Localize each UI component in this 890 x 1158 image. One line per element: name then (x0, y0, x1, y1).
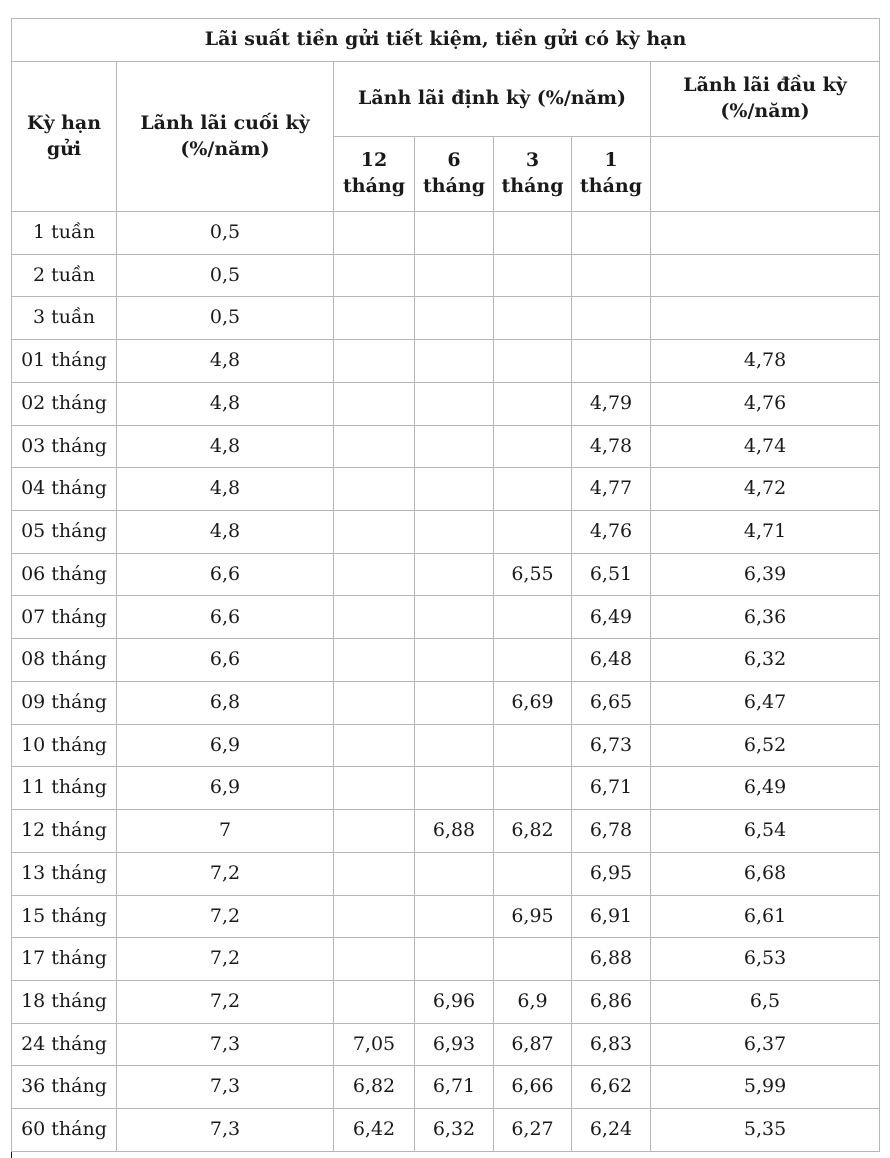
cell-periodic-3m: 6,87 (494, 1023, 572, 1066)
table-row (12, 810, 880, 853)
header-sub-num: 1 (604, 149, 618, 172)
cell-periodic-1m: 4,79 (572, 382, 651, 425)
cell-periodic-6m (415, 340, 494, 383)
cell-end-of-term: 4,8 (117, 382, 334, 425)
table-body (12, 212, 880, 1152)
cell-periodic-1m: 6,49 (572, 596, 651, 639)
cell-end-of-term: 7,2 (117, 980, 334, 1023)
cell-periodic-3m (494, 382, 572, 425)
cell-beginning-of-term: 6,54 (651, 810, 880, 853)
cell-periodic-12m: 6,42 (334, 1109, 415, 1152)
table-row (12, 1109, 880, 1152)
cell-periodic-1m: 4,78 (572, 425, 651, 468)
header-sub-num: 6 (447, 149, 461, 172)
cell-end-of-term: 4,8 (117, 468, 334, 511)
cell-periodic-12m (334, 511, 415, 554)
table-row (12, 639, 880, 682)
cell-term: 05 tháng (12, 511, 117, 554)
cell-beginning-of-term: 6,52 (651, 724, 880, 767)
cell-periodic-6m (415, 468, 494, 511)
cell-periodic-12m (334, 895, 415, 938)
cell-term: 17 tháng (12, 938, 117, 981)
cell-term: 01 tháng (12, 340, 117, 383)
cell-term: 06 tháng (12, 553, 117, 596)
cell-beginning-of-term: 6,37 (651, 1023, 880, 1066)
cell-term: 11 tháng (12, 767, 117, 810)
cell-periodic-12m (334, 596, 415, 639)
cell-periodic-6m (415, 767, 494, 810)
cell-periodic-12m (334, 980, 415, 1023)
cell-term: 15 tháng (12, 895, 117, 938)
cell-beginning-of-term: 6,53 (651, 938, 880, 981)
cell-periodic-12m (334, 297, 415, 340)
cell-periodic-12m (334, 340, 415, 383)
cell-periodic-1m: 6,65 (572, 681, 651, 724)
table-row (12, 681, 880, 724)
cell-beginning-of-term (651, 297, 880, 340)
header-term-line1: Kỳ hạn (26, 111, 102, 134)
cell-end-of-term: 7,3 (117, 1109, 334, 1152)
cell-term: 02 tháng (12, 382, 117, 425)
header-begin-empty (651, 137, 880, 212)
trailing-mark (11, 1152, 12, 1158)
table-row (12, 938, 880, 981)
cell-periodic-3m (494, 724, 572, 767)
cell-end-of-term: 6,6 (117, 553, 334, 596)
cell-periodic-1m: 6,88 (572, 938, 651, 981)
cell-periodic-6m (415, 511, 494, 554)
cell-periodic-12m (334, 852, 415, 895)
cell-end-of-term: 6,9 (117, 724, 334, 767)
cell-end-of-term: 0,5 (117, 254, 334, 297)
cell-beginning-of-term: 5,99 (651, 1066, 880, 1109)
cell-term: 13 tháng (12, 852, 117, 895)
header-sub-unit: tháng (501, 175, 564, 197)
cell-end-of-term: 4,8 (117, 340, 334, 383)
cell-periodic-12m (334, 212, 415, 255)
interest-rate-table (11, 18, 880, 1152)
header-term (12, 62, 117, 212)
table-row (12, 895, 880, 938)
cell-end-of-term: 7,2 (117, 852, 334, 895)
header-sub-num: 12 (360, 149, 388, 172)
table-row (12, 1066, 880, 1109)
table-row (12, 980, 880, 1023)
cell-periodic-12m: 7,05 (334, 1023, 415, 1066)
header-end-of-term (117, 62, 334, 212)
cell-periodic-1m (572, 254, 651, 297)
cell-periodic-1m: 6,62 (572, 1066, 651, 1109)
table-row (12, 340, 880, 383)
cell-beginning-of-term: 4,72 (651, 468, 880, 511)
cell-periodic-1m: 6,51 (572, 553, 651, 596)
cell-beginning-of-term: 4,78 (651, 340, 880, 383)
cell-periodic-12m (334, 468, 415, 511)
cell-beginning-of-term: 4,76 (651, 382, 880, 425)
cell-periodic-12m (334, 382, 415, 425)
cell-periodic-1m (572, 212, 651, 255)
cell-periodic-1m: 6,86 (572, 980, 651, 1023)
cell-periodic-6m: 6,71 (415, 1066, 494, 1109)
cell-periodic-3m (494, 212, 572, 255)
header-sub-unit: tháng (422, 175, 485, 197)
cell-end-of-term: 0,5 (117, 297, 334, 340)
table-row (12, 468, 880, 511)
table-row (12, 724, 880, 767)
header-periodic-3m (494, 137, 572, 212)
header-periodic-12m (334, 137, 415, 212)
cell-end-of-term: 6,8 (117, 681, 334, 724)
table-row (12, 382, 880, 425)
cell-periodic-1m: 4,77 (572, 468, 651, 511)
cell-periodic-1m: 6,95 (572, 852, 651, 895)
cell-term: 03 tháng (12, 425, 117, 468)
header-periodic-1m (572, 137, 651, 212)
header-end-line1: Lãnh lãi cuối kỳ (140, 111, 310, 134)
cell-periodic-6m: 6,32 (415, 1109, 494, 1152)
cell-periodic-1m: 4,76 (572, 511, 651, 554)
cell-term: 2 tuần (12, 254, 117, 297)
cell-periodic-6m (415, 553, 494, 596)
cell-periodic-12m (334, 681, 415, 724)
cell-periodic-6m (415, 852, 494, 895)
cell-beginning-of-term: 6,36 (651, 596, 880, 639)
cell-end-of-term: 7,3 (117, 1023, 334, 1066)
cell-periodic-1m: 6,24 (572, 1109, 651, 1152)
cell-periodic-1m: 6,78 (572, 810, 651, 853)
cell-term: 08 tháng (12, 639, 117, 682)
cell-beginning-of-term: 6,68 (651, 852, 880, 895)
cell-periodic-12m (334, 724, 415, 767)
cell-term: 10 tháng (12, 724, 117, 767)
cell-periodic-6m (415, 382, 494, 425)
cell-periodic-3m (494, 425, 572, 468)
cell-end-of-term: 7,2 (117, 938, 334, 981)
cell-end-of-term: 7,3 (117, 1066, 334, 1109)
cell-periodic-3m (494, 511, 572, 554)
cell-end-of-term: 6,6 (117, 639, 334, 682)
header-term-line2: gửi (46, 137, 82, 160)
cell-periodic-6m: 6,93 (415, 1023, 494, 1066)
cell-periodic-3m (494, 340, 572, 383)
table-row (12, 212, 880, 255)
cell-end-of-term: 6,6 (117, 596, 334, 639)
cell-end-of-term: 7 (117, 810, 334, 853)
table-row (12, 254, 880, 297)
cell-periodic-1m: 6,73 (572, 724, 651, 767)
cell-term: 24 tháng (12, 1023, 117, 1066)
cell-end-of-term: 4,8 (117, 511, 334, 554)
cell-periodic-6m (415, 596, 494, 639)
cell-periodic-12m (334, 810, 415, 853)
header-sub-unit: tháng (342, 175, 405, 197)
table-row (12, 553, 880, 596)
table-row (12, 1023, 880, 1066)
header-periodic-6m (415, 137, 494, 212)
table-title: Lãi suất tiền gửi tiết kiệm, tiền gửi có kỳ hạn (12, 19, 880, 62)
cell-periodic-3m (494, 639, 572, 682)
cell-periodic-12m (334, 639, 415, 682)
cell-periodic-6m (415, 254, 494, 297)
cell-beginning-of-term: 4,74 (651, 425, 880, 468)
cell-periodic-6m (415, 895, 494, 938)
table-row (12, 852, 880, 895)
table-row (12, 425, 880, 468)
header-sub-num: 3 (525, 149, 540, 172)
cell-periodic-6m (415, 938, 494, 981)
cell-periodic-1m: 6,48 (572, 639, 651, 682)
cell-periodic-3m (494, 938, 572, 981)
cell-periodic-3m (494, 852, 572, 895)
cell-periodic-6m: 6,88 (415, 810, 494, 853)
header-end-line2: (%/năm) (180, 137, 270, 160)
cell-periodic-6m: 6,96 (415, 980, 494, 1023)
cell-beginning-of-term (651, 212, 880, 255)
cell-periodic-3m (494, 767, 572, 810)
cell-term: 3 tuần (12, 297, 117, 340)
cell-beginning-of-term: 4,71 (651, 511, 880, 554)
cell-periodic-1m: 6,71 (572, 767, 651, 810)
cell-periodic-3m (494, 254, 572, 297)
table-row (12, 511, 880, 554)
header-beginning-of-term (651, 62, 880, 137)
cell-beginning-of-term: 6,61 (651, 895, 880, 938)
cell-periodic-3m: 6,82 (494, 810, 572, 853)
cell-periodic-1m: 6,83 (572, 1023, 651, 1066)
table-row (12, 297, 880, 340)
cell-periodic-3m: 6,66 (494, 1066, 572, 1109)
cell-periodic-6m (415, 639, 494, 682)
cell-end-of-term: 0,5 (117, 212, 334, 255)
header-begin-line1: Lãnh lãi đầu kỳ (683, 74, 847, 97)
cell-periodic-3m: 6,69 (494, 681, 572, 724)
cell-periodic-6m (415, 724, 494, 767)
cell-periodic-6m (415, 681, 494, 724)
cell-periodic-12m (334, 767, 415, 810)
cell-term: 09 tháng (12, 681, 117, 724)
header-begin-line2: (%/năm) (720, 100, 810, 122)
cell-term: 36 tháng (12, 1066, 117, 1109)
cell-term: 12 tháng (12, 810, 117, 853)
cell-beginning-of-term: 6,32 (651, 639, 880, 682)
cell-term: 07 tháng (12, 596, 117, 639)
cell-beginning-of-term: 6,5 (651, 980, 880, 1023)
cell-term: 18 tháng (12, 980, 117, 1023)
cell-periodic-12m (334, 254, 415, 297)
cell-beginning-of-term: 5,35 (651, 1109, 880, 1152)
cell-term: 04 tháng (12, 468, 117, 511)
cell-periodic-6m (415, 425, 494, 468)
cell-periodic-3m: 6,27 (494, 1109, 572, 1152)
cell-periodic-12m (334, 938, 415, 981)
cell-beginning-of-term: 6,49 (651, 767, 880, 810)
cell-end-of-term: 7,2 (117, 895, 334, 938)
table-row (12, 596, 880, 639)
cell-periodic-12m: 6,82 (334, 1066, 415, 1109)
cell-periodic-1m (572, 297, 651, 340)
cell-periodic-1m: 6,91 (572, 895, 651, 938)
cell-periodic-3m: 6,9 (494, 980, 572, 1023)
cell-periodic-3m (494, 596, 572, 639)
cell-periodic-6m (415, 297, 494, 340)
cell-end-of-term: 4,8 (117, 425, 334, 468)
cell-periodic-3m: 6,55 (494, 553, 572, 596)
cell-periodic-12m (334, 553, 415, 596)
table-row (12, 767, 880, 810)
header-periodic: Lãnh lãi định kỳ (%/năm) (334, 62, 651, 137)
cell-periodic-6m (415, 212, 494, 255)
cell-term: 60 tháng (12, 1109, 117, 1152)
cell-beginning-of-term: 6,47 (651, 681, 880, 724)
cell-periodic-12m (334, 425, 415, 468)
cell-end-of-term: 6,9 (117, 767, 334, 810)
cell-beginning-of-term: 6,39 (651, 553, 880, 596)
cell-term: 1 tuần (12, 212, 117, 255)
cell-periodic-1m (572, 340, 651, 383)
cell-beginning-of-term (651, 254, 880, 297)
cell-periodic-3m (494, 468, 572, 511)
header-sub-unit: tháng (579, 175, 642, 197)
cell-periodic-3m (494, 297, 572, 340)
cell-periodic-3m: 6,95 (494, 895, 572, 938)
